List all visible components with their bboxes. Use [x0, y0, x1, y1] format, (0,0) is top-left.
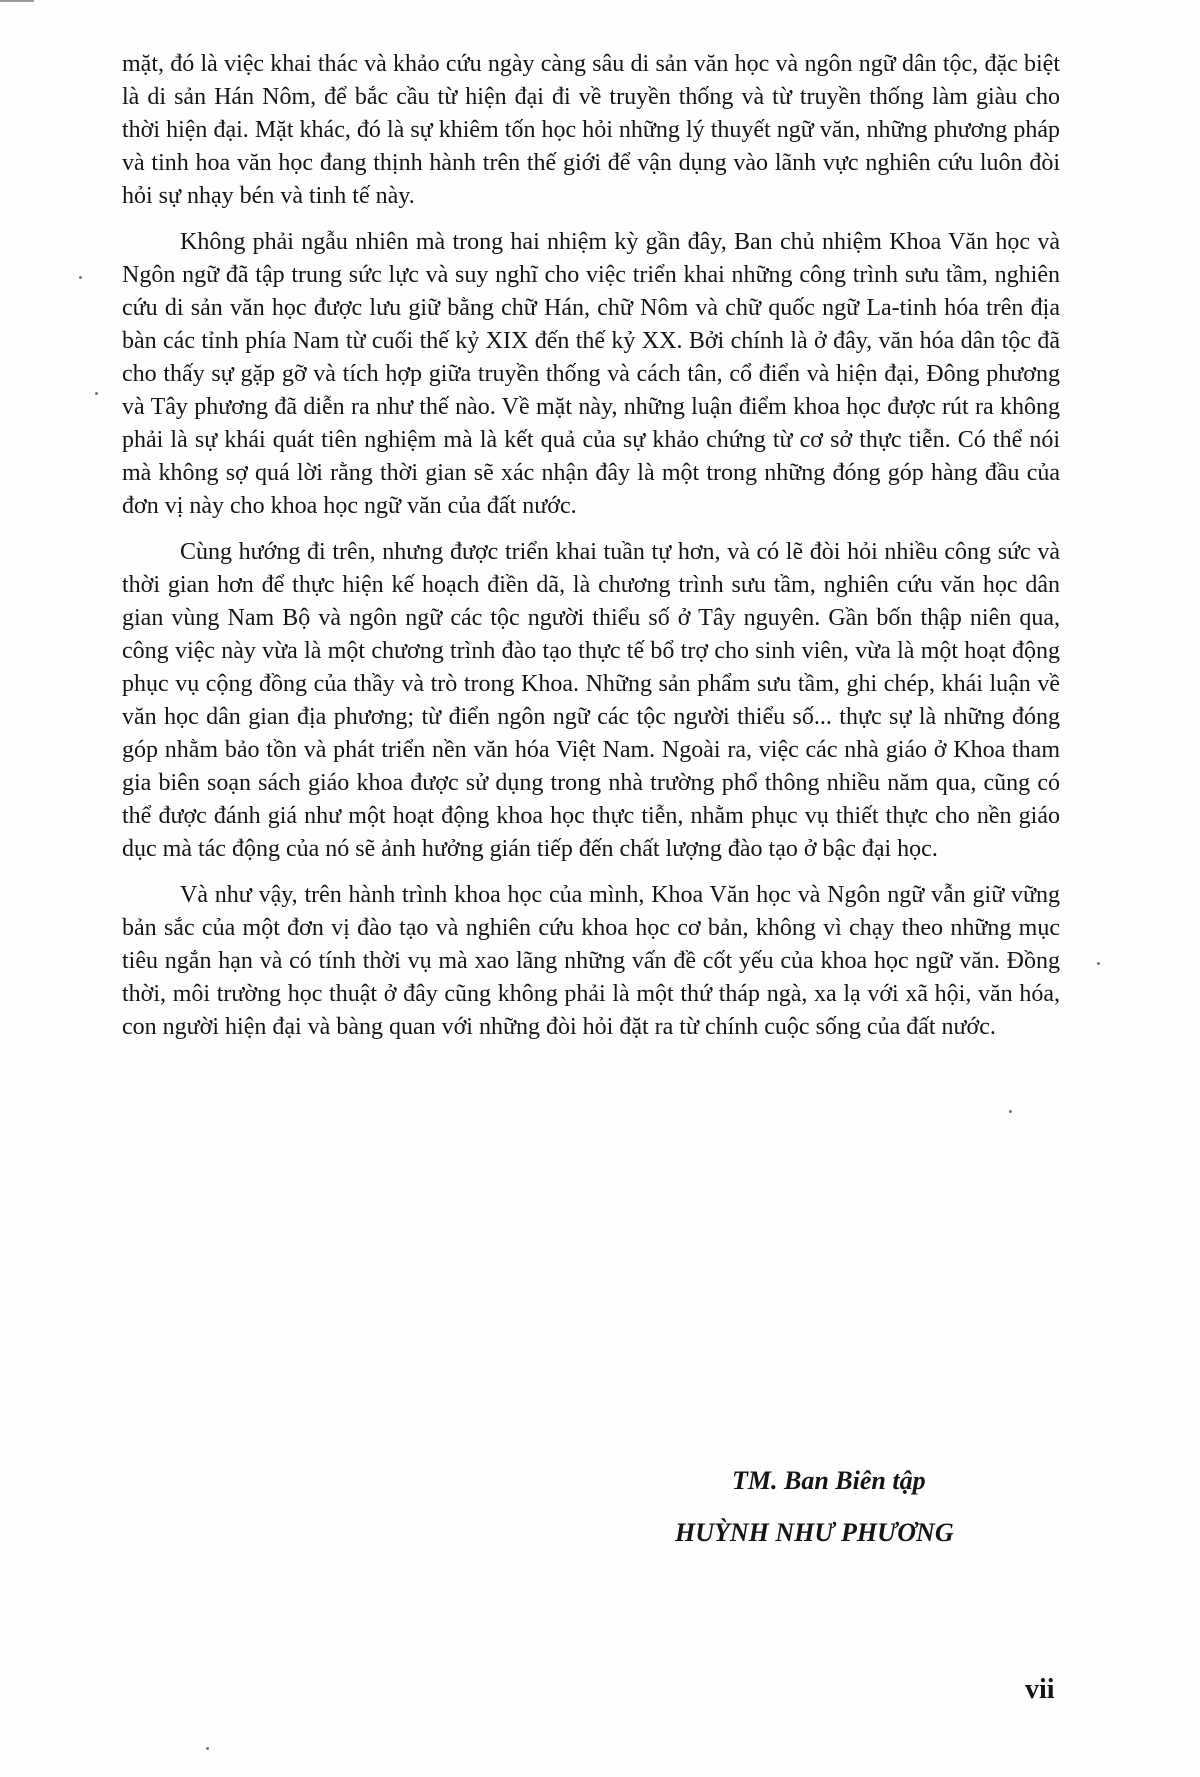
scan-edge-mark	[0, 0, 34, 2]
signature-title: TM. Ban Biên tập	[732, 1466, 926, 1495]
page-number: vii	[1025, 1674, 1055, 1705]
paragraph-research-programs: Không phải ngẫu nhiên mà trong hai nhiệm kỳ gần đây, Ban chủ nhiệm Khoa Văn học và Ngôn ngữ đã tập trung sức lực và suy nghĩ cho việc triển khai những công trình sưu tầm, nghiên cứu di sản văn học được lưu giữ bằng chữ Hán, chữ Nôm và chữ quốc ngữ La-tinh hóa trên địa bàn các tỉnh phía Nam từ cuối thế kỷ XIX đến thế kỷ XX. Bởi chính là ở đây, văn hóa dân tộc đã cho thấy sự gặp gỡ và tích hợp giữa truyền thống và cách tân, cổ điển và hiện đại, Đông phương và Tây phương đã diễn ra như thế nào. Về mặt này, những luận điểm khoa học được rút ra không phải là sự khái quát tiên nghiệm mà là kết quả của sự khảo chứng từ cơ sở thực tiễn. Có thể nói mà không sợ quá lời rằng thời gian sẽ xác nhận đây là một trong những đóng góp hàng đầu của đơn vị này cho khoa học ngữ văn của đất nước.	[122, 229, 1060, 519]
signature-name: HUỲNH NHƯ PHƯƠNG	[675, 1518, 954, 1547]
paragraph-folk-literature: Cùng hướng đi trên, nhưng được triển khai tuần tự hơn, và có lẽ đòi hỏi nhiều công sức và thời gian hơn để thực hiện kế hoạch điền dã, là chương trình sưu tầm, nghiên cứu văn học dân gian vùng Nam Bộ và ngôn ngữ các tộc người thiểu số ở Tây nguyên. Gần bốn thập niên qua, công việc này vừa là một chương trình đào tạo thực tế bổ trợ cho sinh viên, vừa là một hoạt động phục vụ cộng đồng của thầy và trò trong Khoa. Những sản phẩm sưu tầm, ghi chép, khái luận về văn học dân gian địa phương; từ điển ngôn ngữ các tộc người thiểu số... thực sự là những đóng góp nhằm bảo tồn và phát triển nền văn hóa Việt Nam. Ngoài ra, việc các nhà giáo ở Khoa tham gia biên soạn sách giáo khoa được sử dụng trong nhà trường phổ thông nhiều năm qua, cũng có thể được đánh giá như một hoạt động khoa học thực tiễn, nhằm phục vụ thiết thực cho nền giáo dục mà tác động của nó sẽ ảnh hưởng gián tiếp đến chất lượng đào tạo ở bậc đại học.	[122, 539, 1060, 862]
scan-speck	[1009, 1110, 1012, 1113]
paragraph-continuation: mặt, đó là việc khai thác và khảo cứu ngày càng sâu di sản văn học và ngôn ngữ dân tộc, đặc biệt là di sản Hán Nôm, để bắc cầu từ hiện đại đi về truyền thống và từ truyền thống làm giàu cho thời hiện đại. Mặt khác, đó là sự khiêm tốn học hỏi những lý thuyết ngữ văn, những phương pháp và tinh hoa văn học đang thịnh hành trên thế giới để vận dụng vào lãnh vực nghiên cứu luôn đòi hỏi sự nhạy bén và tinh tế này.	[122, 51, 1060, 209]
scan-speck	[1097, 962, 1100, 965]
scan-speck	[95, 392, 98, 395]
scan-speck	[206, 1747, 209, 1750]
body-text	[122, 48, 1060, 1044]
paragraph-conclusion: Và như vậy, trên hành trình khoa học của mình, Khoa Văn học và Ngôn ngữ vẫn giữ vững bản sắc của một đơn vị đào tạo và nghiên cứu khoa học cơ bản, không vì chạy theo những mục tiêu ngắn hạn và có tính thời vụ mà xao lãng những vấn đề cốt yếu của khoa học ngữ văn. Đồng thời, môi trường học thuật ở đây cũng không phải là một thứ tháp ngà, xa lạ với xã hội, văn hóa, con người hiện đại và bàng quan với những đòi hỏi đặt ra từ chính cuộc sống của đất nước.	[122, 882, 1060, 1040]
scan-speck	[79, 276, 82, 279]
